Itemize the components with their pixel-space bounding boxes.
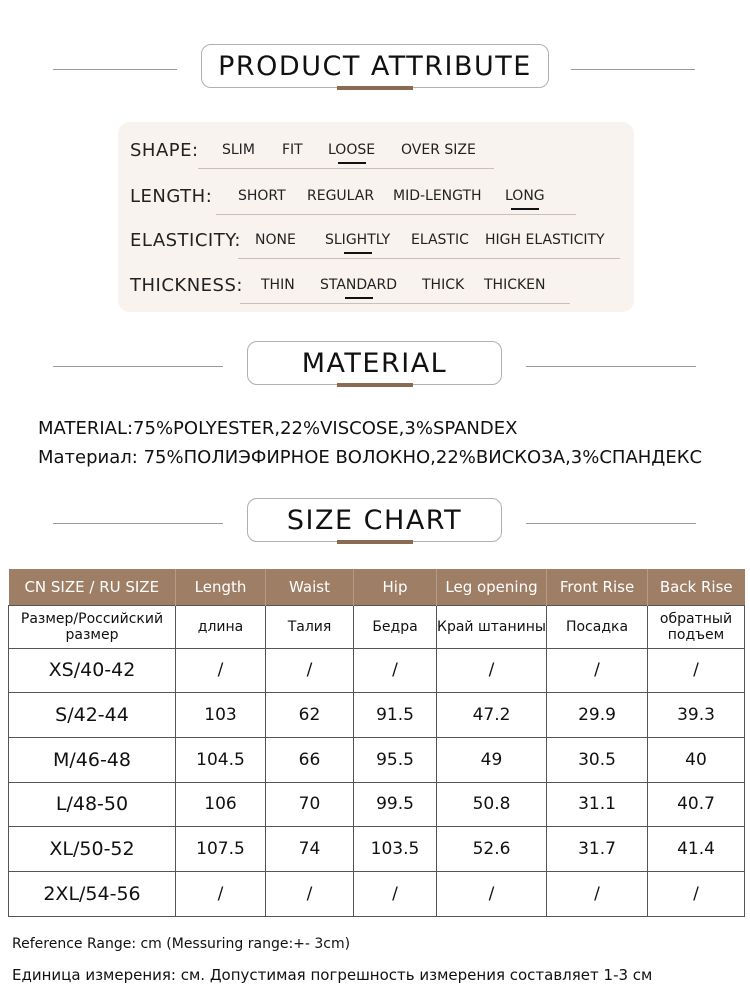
table-cell: XL/50-52 (9, 827, 176, 872)
attr-label: SHAPE: (130, 140, 199, 161)
material-russian: Материал: 75%ПОЛИЭФИРНОЕ ВОЛОКНО,22%ВИСКОЗА,3%СПАНДЕКС (38, 447, 703, 468)
section-title-product-attribute (201, 44, 549, 88)
attr-option-selected: SLIGHTLY (325, 232, 391, 248)
table-cell: 47.2 (437, 693, 547, 738)
table-cell: 39.3 (648, 693, 745, 738)
table-header-row (9, 569, 745, 605)
table-cell: 91.5 (354, 693, 437, 738)
table-cell: / (648, 871, 745, 916)
table-cell: 31.1 (547, 782, 648, 827)
attr-underline (238, 258, 620, 259)
attr-underline (216, 214, 576, 215)
column-subheader: Посадка (547, 605, 648, 648)
column-header: CN SIZE / RU SIZE (9, 569, 176, 605)
table-cell: 49 (437, 737, 547, 782)
table-cell: / (547, 871, 648, 916)
material-english: MATERIAL:75%POLYESTER,22%VISCOSE,3%SPANDEX (38, 418, 518, 439)
table-cell: 95.5 (354, 737, 437, 782)
table-row (9, 827, 745, 872)
section-title-material (247, 341, 502, 385)
table-cell: 41.4 (648, 827, 745, 872)
attr-option-selected: LONG (505, 188, 545, 204)
attr-row-length (118, 180, 634, 210)
attr-label: LENGTH: (130, 186, 213, 207)
table-cell: M/46-48 (9, 737, 176, 782)
column-header: Front Rise (547, 569, 648, 605)
attr-underline (240, 303, 570, 304)
attr-option-selected: LOOSE (328, 142, 376, 158)
table-cell: L/48-50 (9, 782, 176, 827)
table-cell: 103.5 (354, 827, 437, 872)
attr-underline (198, 168, 494, 169)
table-cell: 66 (266, 737, 354, 782)
attr-option: HIGH ELASTICITY (485, 232, 605, 248)
attr-option: REGULAR (307, 188, 375, 204)
section-title-text: SIZE CHART (286, 504, 463, 536)
accent-bar (337, 540, 413, 544)
attr-option: ELASTIC (411, 232, 469, 248)
accent-bar (337, 86, 413, 90)
attr-row-shape (118, 134, 634, 164)
table-cell: S/42-44 (9, 693, 176, 738)
attr-option-selected: STANDARD (320, 277, 398, 293)
table-cell: / (266, 648, 354, 693)
table-cell: 40.7 (648, 782, 745, 827)
attr-option: SHORT (238, 188, 286, 204)
table-row (9, 693, 745, 738)
table-cell: XS/40-42 (9, 648, 176, 693)
section-title-text: MATERIAL (301, 347, 448, 379)
attr-label: ELASTICITY: (130, 230, 241, 251)
table-cell: 52.6 (437, 827, 547, 872)
table-cell: / (437, 648, 547, 693)
section-title-text: PRODUCT ATTRIBUTE (218, 50, 532, 82)
attr-row-thickness (118, 269, 634, 299)
material-header (0, 341, 750, 391)
table-cell: 104.5 (176, 737, 266, 782)
column-header: Leg opening (437, 569, 547, 605)
attr-option: OVER SIZE (401, 142, 476, 158)
accent-bar (337, 383, 413, 387)
table-row (9, 737, 745, 782)
table-cell: / (176, 648, 266, 693)
table-cell: / (648, 648, 745, 693)
column-header: Length (176, 569, 266, 605)
table-cell: 106 (176, 782, 266, 827)
attr-option: MID-LENGTH (393, 188, 482, 204)
size-chart-table (8, 569, 745, 917)
column-header: Hip (354, 569, 437, 605)
attribute-panel (118, 122, 634, 312)
column-header: Waist (266, 569, 354, 605)
attr-option: SLIM (222, 142, 255, 158)
table-cell: 2XL/54-56 (9, 871, 176, 916)
table-cell: 62 (266, 693, 354, 738)
column-subheader: Край штанины (437, 605, 547, 648)
divider-right (526, 523, 696, 524)
size-chart-header (0, 498, 750, 548)
attr-option: THICKEN (484, 277, 546, 293)
column-subheader: Размер/Российский размер (9, 605, 176, 648)
divider-right (526, 366, 696, 367)
column-subheader: обратный подъем (648, 605, 745, 648)
table-row (9, 648, 745, 693)
table-cell: 31.7 (547, 827, 648, 872)
table-cell: / (354, 648, 437, 693)
attr-row-elasticity (118, 224, 634, 254)
attr-option: FIT (282, 142, 303, 158)
table-cell: / (437, 871, 547, 916)
table-row (9, 871, 745, 916)
product-attribute-header (0, 44, 750, 94)
attr-option: NONE (255, 232, 296, 248)
reference-range-note: Reference Range: cm (Messuring range:+- 3cm) (12, 936, 351, 952)
attr-option: THIN (261, 277, 295, 293)
table-cell: 70 (266, 782, 354, 827)
divider-left (53, 366, 223, 367)
table-cell: 74 (266, 827, 354, 872)
table-row (9, 782, 745, 827)
table-cell: 103 (176, 693, 266, 738)
table-cell: 30.5 (547, 737, 648, 782)
column-subheader: Бедра (354, 605, 437, 648)
table-cell: 107.5 (176, 827, 266, 872)
divider-left (53, 69, 177, 70)
table-cell: / (354, 871, 437, 916)
table-cell: 50.8 (437, 782, 547, 827)
attr-label: THICKNESS: (130, 275, 243, 296)
section-title-size-chart (247, 498, 502, 542)
column-subheader: Талия (266, 605, 354, 648)
table-cell: / (176, 871, 266, 916)
attr-option: THICK (422, 277, 465, 293)
column-header: Back Rise (648, 569, 745, 605)
table-cell: 40 (648, 737, 745, 782)
table-subheader-row (9, 605, 745, 648)
table-cell: / (266, 871, 354, 916)
table-cell: 99.5 (354, 782, 437, 827)
divider-right (571, 69, 695, 70)
table-cell: 29.9 (547, 693, 648, 738)
divider-left (53, 523, 223, 524)
table-cell: / (547, 648, 648, 693)
measurement-note-russian: Единица измерения: см. Допустимая погрешность измерения составляет 1-3 см (12, 966, 653, 984)
column-subheader: длина (176, 605, 266, 648)
